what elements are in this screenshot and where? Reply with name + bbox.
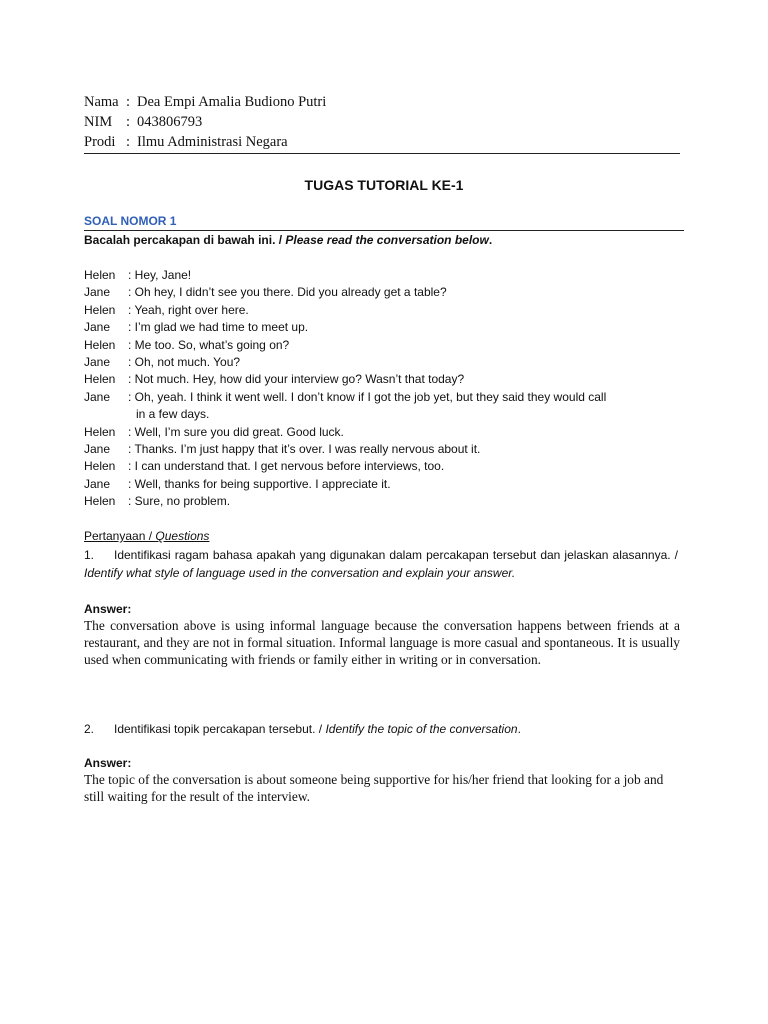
utterance: : Me too. So, what’s going on?: [128, 337, 290, 352]
instruction-id: Bacalah percakapan di bawah ini. /: [84, 233, 286, 247]
speaker: Helen: [84, 268, 116, 282]
question-1: [84, 546, 678, 582]
speaker: Jane: [84, 476, 111, 491]
info-label: Nama: [84, 94, 119, 110]
utterance: : I can understand that. I get nervous before interviews, too.: [128, 459, 445, 474]
speaker: Helen: [84, 372, 116, 387]
dialog-line: [84, 389, 684, 424]
speaker: Jane: [84, 442, 111, 457]
questions-heading: [84, 528, 209, 545]
questions-heading-en: Questions: [155, 529, 210, 543]
dialog-line: [84, 319, 684, 336]
dialog-line: [84, 302, 684, 319]
speaker: Helen: [84, 494, 116, 509]
dialog-line: [84, 371, 684, 388]
dialog-line: [84, 284, 684, 301]
utterance-continuation: in a few days.: [136, 407, 210, 422]
speaker: Helen: [84, 424, 116, 439]
utterance: : Not much. Hey, how did your interview go? Wasn’t that today?: [128, 372, 465, 387]
info-label: Prodi: [84, 134, 116, 150]
info-separator: :: [126, 94, 131, 110]
speaker: Helen: [84, 337, 116, 352]
instruction-end: .: [488, 233, 493, 247]
utterance: : Oh hey, I didn’t see you there. Did you already get a table?: [128, 285, 447, 300]
dialog-line: [84, 424, 684, 441]
soal-heading: SOAL NOMOR 1: [84, 214, 684, 231]
utterance-text: : Oh, yeah. I think it went well. I don’t know if I got the job yet, but they said they would call: [128, 389, 607, 404]
dialog-line: [84, 476, 684, 493]
dialog: [84, 267, 684, 511]
info-label: NIM: [84, 114, 113, 130]
info-row-nama: [84, 92, 680, 112]
answer-1-label: Answer:: [84, 602, 132, 616]
utterance: : Yeah, right over here.: [128, 302, 249, 317]
dialog-line: [84, 458, 684, 475]
info-row-nim: [84, 112, 680, 132]
dialog-line: [84, 441, 684, 458]
utterance: : Sure, no problem.: [128, 494, 231, 509]
answer-2-label: Answer:: [84, 756, 132, 770]
dialog-line: [84, 354, 684, 371]
utterance: : I’m glad we had time to meet up.: [128, 320, 309, 335]
question-number: 1.: [84, 548, 95, 562]
question-number: 2.: [84, 722, 95, 736]
instruction: [84, 232, 492, 249]
info-value: Dea Empi Amalia Budiono Putri: [137, 94, 327, 110]
speaker: Jane: [84, 285, 111, 300]
utterance: [128, 389, 684, 424]
dialog-line: [84, 493, 684, 510]
question-text-en: Identify the topic of the conversation: [325, 722, 518, 736]
question-text-en: Identify what style of language used in the conversation and explain your answer.: [84, 566, 516, 580]
student-info: [84, 92, 680, 154]
utterance: : Well, thanks for being supportive. I appreciate it.: [128, 476, 391, 491]
utterance: : Hey, Jane!: [128, 268, 192, 282]
answer-1-text: The conversation above is using informal language because the conversation happens between friends at a restaurant, and they are not in formal situation. Informal language is more casual and spontaneous. It is usually used when communicating with friends or family either in writing or in conversation.: [84, 618, 680, 667]
info-separator: :: [126, 114, 131, 130]
speaker: Jane: [84, 320, 111, 335]
speaker: Jane: [84, 389, 111, 404]
instruction-en: Please read the conversation below: [285, 233, 489, 247]
speaker: Jane: [84, 355, 111, 370]
info-value: Ilmu Administrasi Negara: [137, 134, 288, 150]
question-text-end: .: [517, 722, 521, 736]
speaker: Helen: [84, 302, 116, 317]
info-separator: :: [126, 134, 131, 150]
questions-heading-id: Pertanyaan /: [84, 529, 156, 543]
utterance: : Well, I’m sure you did great. Good luck.: [128, 424, 344, 439]
dialog-line: [84, 267, 684, 284]
dialog-line: [84, 337, 684, 354]
page-title: TUGAS TUTORIAL KE-1: [304, 177, 464, 193]
info-row-prodi: [84, 132, 680, 152]
question-text-id: Identifikasi topik percakapan tersebut. /: [114, 722, 326, 736]
answer-2-text: The topic of the conversation is about someone being supportive for his/her friend that looking for a job and still waiting for the result of the interview.: [84, 772, 664, 804]
question-text-id: Identifikasi ragam bahasa apakah yang digunakan dalam percakapan tersebut dan jelaskan alasannya. /: [114, 548, 678, 562]
speaker: Helen: [84, 459, 116, 474]
question-2: [84, 720, 678, 738]
info-value: 043806793: [137, 114, 203, 130]
utterance: : Oh, not much. You?: [128, 355, 241, 370]
utterance: : Thanks. I’m just happy that it’s over. I was really nervous about it.: [128, 442, 481, 457]
